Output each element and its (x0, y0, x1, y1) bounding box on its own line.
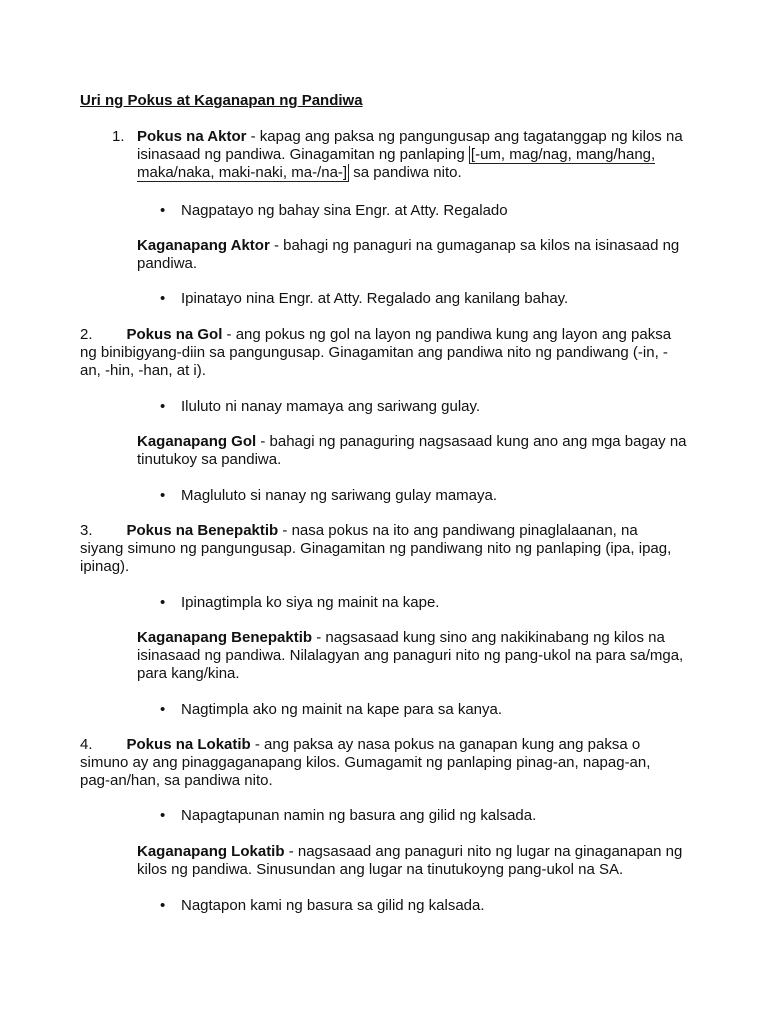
bullet-icon: • (160, 897, 166, 914)
example-text: Nagpatayo ng bahay sina Engr. at Atty. Regalado (181, 202, 508, 219)
section-number: 2. (80, 326, 93, 343)
pokus-text: - nasa pokus na ito ang pandiwang pinaglalaanan, na siyang simuno ng pangungusap. Ginagamitan ng pandiwang nito ng panlaping (ipa, ipag, ipinag). (80, 522, 672, 575)
pokus-text: - ang paksa ay nasa pokus na ganapan kung ang paksa o simuno ay ang pinaggaganapang kilos. Gumagamit ng panlaping pinag-an, napag-an, pag-an/han, sa pandiwa nito. (80, 736, 651, 789)
kaganapan-text: - nagsasaad ang panaguri nito ng lugar na ginaganapan ng kilos ng pandiwa. Sinusundan ang lugar na tinutukoyng pang-ukol na SA. (137, 843, 683, 878)
kaganapan-text: - bahagi ng panaguri na gumaganap sa kilos na isinasaad ng pandiwa. (137, 237, 680, 272)
pokus-text: - ang pokus ng gol na layon ng pandiwa kung ang layon ang paksa ng binibigyang-diin sa pangungusap. Ginagamitan ang pandiwa nito ng pandiwang (-in, -an, -hin, -han, at i). (80, 326, 672, 379)
pokus-text: - kapag ang paksa ng pangungusap ang tagatanggap ng kilos na isinasaad ng pandiwa. Ginagamitan ng panlaping (137, 128, 683, 163)
kaganapan-term: Kaganapang Gol (137, 433, 257, 450)
kaganapan-definition (137, 843, 697, 879)
bullet-icon: • (160, 290, 166, 307)
example-text: Nagtimpla ako ng mainit na kape para sa kanya. (181, 701, 503, 718)
bullet-icon: • (160, 398, 166, 415)
kaganapan-definition (137, 629, 697, 683)
kaganapan-term: Kaganapang Lokatib (137, 843, 285, 860)
pokus-definition (80, 736, 680, 790)
pokus-term: Pokus na Benepaktib (126, 522, 279, 539)
example-text: Iluluto ni nanay mamaya ang sariwang gulay. (181, 398, 481, 415)
document-title: Uri ng Pokus at Kaganapan ng Pandiwa (80, 92, 363, 109)
kaganapan-definition (137, 433, 697, 469)
pokus-definition (80, 522, 680, 576)
kaganapan-definition (137, 237, 697, 273)
pokus-term: Pokus na Gol (126, 326, 223, 343)
pokus-term: Pokus na Aktor (137, 128, 247, 145)
pokus-term: Pokus na Lokatib (126, 736, 251, 753)
example-text: Napagtapunan namin ng basura ang gilid ng kalsada. (181, 807, 537, 824)
kaganapan-text: - bahagi ng panaguring nagsasaad kung ano ang mga bagay na tinutukoy sa pandiwa. (137, 433, 687, 468)
kaganapan-term: Kaganapang Benepaktib (137, 629, 313, 646)
kaganapan-term: Kaganapang Aktor (137, 237, 270, 254)
example-text: Magluluto si nanay ng sariwang gulay mamaya. (181, 487, 498, 504)
pokus-text-end: sa pandiwa nito. (349, 164, 462, 181)
bullet-icon: • (160, 594, 166, 611)
pokus-definition (80, 326, 680, 380)
bullet-icon: • (160, 807, 166, 824)
example-text: Ipinatayo nina Engr. at Atty. Regalado ang kanilang bahay. (181, 290, 569, 307)
example-text: Ipinagtimpla ko siya ng mainit na kape. (181, 594, 440, 611)
bullet-icon: • (160, 487, 166, 504)
section-number: 3. (80, 522, 93, 539)
panlapi-list: [-um, mag/nag, mang/hang, maka/naka, maki-naki, ma-/na-] (137, 146, 656, 181)
section-number: 4. (80, 736, 93, 753)
kaganapan-text: - nagsasaad kung sino ang nakikinabang ng kilos na isinasaad ng pandiwa. Nilalagyan ang panaguri nito ng pang-ukol na para sa/mga, para kang/kina. (137, 629, 684, 682)
bullet-icon: • (160, 202, 166, 219)
section-number: 1. (112, 128, 125, 145)
example-text: Nagtapon kami ng basura sa gilid ng kalsada. (181, 897, 485, 914)
bullet-icon: • (160, 701, 166, 718)
pokus-definition (137, 128, 697, 182)
